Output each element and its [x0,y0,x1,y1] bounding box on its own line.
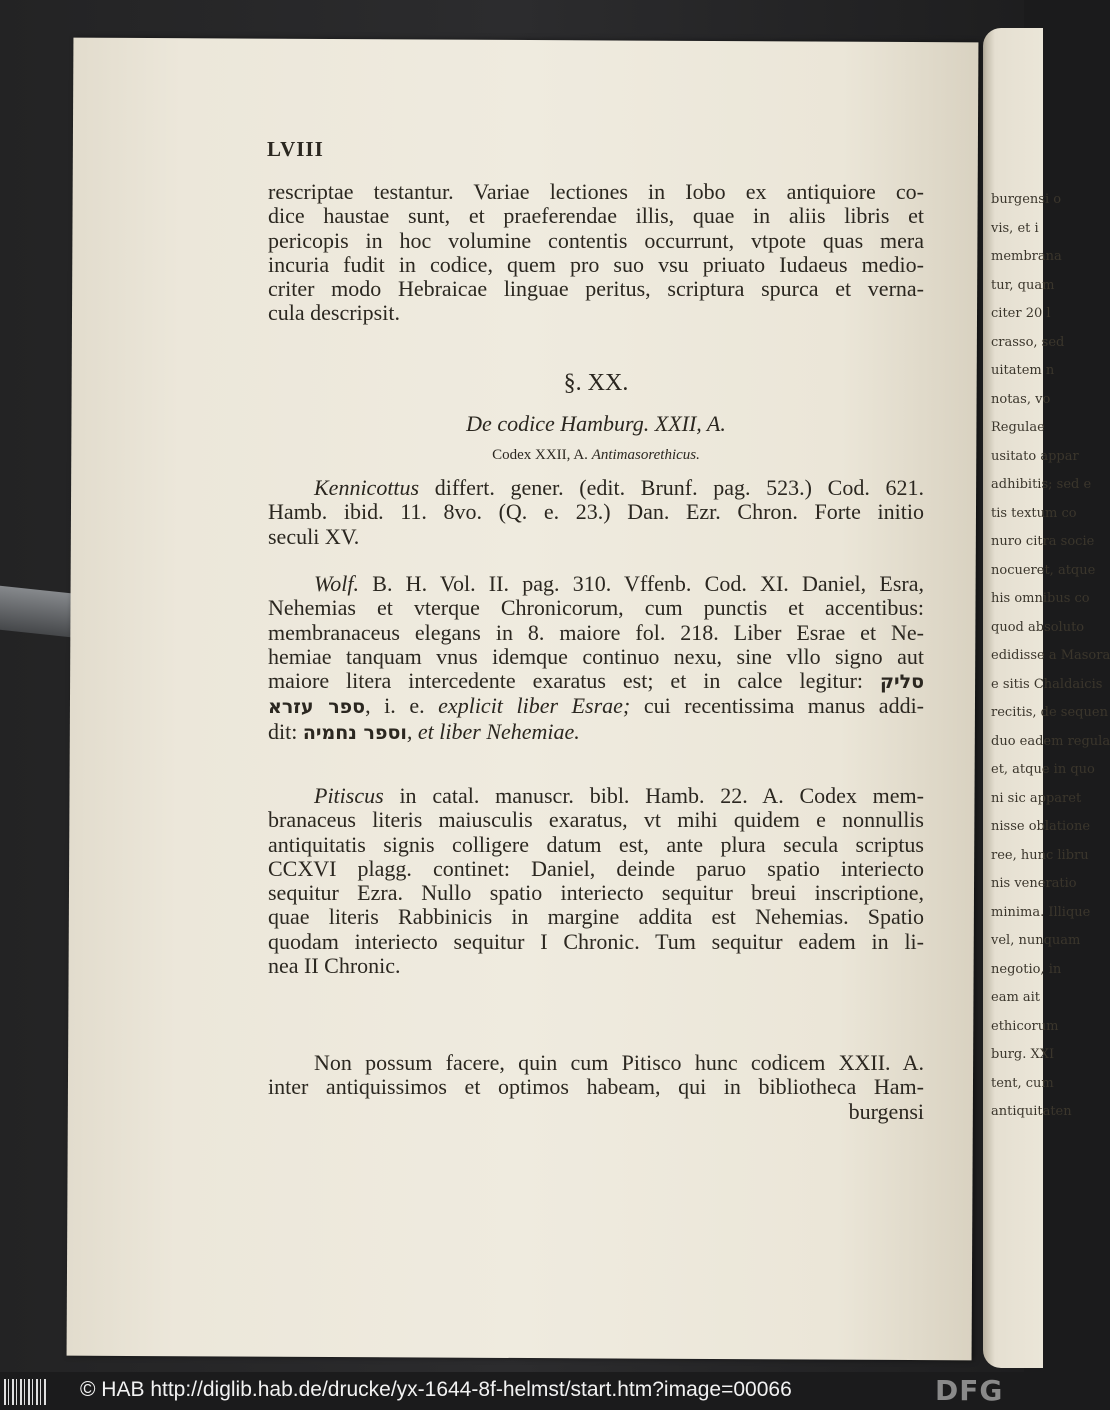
next-page-fragment: ni sic apparet [991,790,1082,806]
next-page-fragment: antiquitaten [991,1104,1072,1119]
paragraph-pitiscus [268,784,924,978]
text-line [268,720,924,745]
author-name: Wolf. [314,571,360,596]
next-page-fragment: negotio, in [991,961,1062,977]
text-run: in catal. manuscr. bibl. Hamb. 22. A. Codex mem- [383,783,924,808]
next-page-fragment: membrana [991,249,1062,264]
author-name: Kennicottus [314,475,420,500]
text-line: Nehemias et vterque Chronicorum, cum punctis et accentibus: [268,595,924,621]
next-page-fragment: notas, vo [991,391,1051,407]
text-line: seculi XV. [268,523,360,549]
next-page-fragment: tur, quam [991,277,1055,293]
next-page-edge [983,28,1110,1368]
page-clip [0,586,80,638]
next-page-fragment: uitatem n [991,363,1055,378]
text-line: inter antiquissimos et optimos habeam, qui in bibliotheca Ham- [268,1074,924,1100]
page-number: LVIII [267,137,324,161]
text-line: rescriptae testantur. Variae lectiones in Iobo ex antiquiore co- [268,179,924,204]
next-page-fragment: Regulae [991,420,1045,435]
text-run: maiore litera intercedente exaratus est; et in calce legitur: [268,668,864,694]
next-page-fragment: tent, cum [991,1075,1054,1091]
next-page-fragment: his omnibus co [991,591,1090,606]
subtitle-italic: Antimasorethicus. [591,447,700,463]
next-page-fragment: edidisse a Masora [991,648,1110,663]
section-subtitle [268,447,924,464]
text-line: quae literis Rabbinicis in margine addita est Nehemias. Spatio [268,904,924,930]
text-line: Hamb. ibid. 11. 8vo. (Q. e. 23.) Dan. Ezr. Chron. Forte initio [268,499,924,525]
next-page-fragment: minima. Illique [991,904,1091,920]
catchword: burgensi [848,1098,924,1124]
text-line: incuria fudit in codice, quem pro suo vsu priuato Iudaeus medio- [268,251,924,277]
text-line [268,476,924,500]
text-line [268,784,924,808]
subtitle-prefix: Codex XXII, A. [492,447,588,463]
next-page-fragment: nuro citra socie [991,534,1095,549]
next-page-fragment: adhibitis; sed e [991,477,1092,492]
next-page-fragment: vel, nunquam [991,933,1081,948]
text-run: , i. e. [365,693,439,719]
next-page-fragment: quod absoluto [991,619,1085,635]
text-line: criter modo Hebraicae linguae peritus, scriptura spurca et verna- [268,276,924,302]
next-page-fragment: citer 20 l [991,306,1051,321]
italic-run: explicit liber Esrae; [438,693,631,719]
paragraph-kennicott [268,476,924,549]
hebrew-text: ספר עזרא [268,696,366,719]
text-line: nea II Chronic. [268,953,401,979]
next-page-fragment: nocueret, atque [991,562,1096,578]
paragraph-intro [268,180,924,326]
next-page-fragment: vis, et i [991,220,1039,236]
text-line: hemiae tanquam vnus idemque continuo nexu, sine vllo signo aut [268,643,924,669]
dfg-logo: DFG [935,1374,1004,1407]
hab-logo-icon [4,1379,48,1405]
next-page-fragment: eam ait [991,990,1041,1005]
next-page-fragment: burg. XXI [991,1047,1055,1062]
text-line: Non possum facere, quin cum Pitisco hunc codicem XXII. A. [314,1050,924,1075]
next-page-fragment: ree, hunc libru [991,847,1089,863]
text-line: sequitur Ezra. Nullo spatio interiecto sequitur breui inscriptione, [268,880,924,906]
next-page-fragment: burgensi o [991,192,1062,207]
paragraph-wolf [268,572,924,745]
text-line: CCXVI plagg. continet: Daniel, deinde paruo spatio interiecto [268,855,924,881]
paragraph-final [268,1051,924,1124]
text-run: differt. gener. (edit. Brunf. pag. 523.) Cod. 621. [419,475,924,500]
italic-run: , et liber Nehemiae. [406,718,580,744]
author-name: Pitiscus [314,783,384,808]
next-page-fragment: e sitis Chaldaicis [991,676,1103,692]
text-run: B. H. Vol. II. pag. 310. Vffenb. Cod. XI. Daniel, Esra, [359,571,924,596]
next-page-fragment: recitis, de sequen [991,705,1108,720]
text-line: dice haustae sunt, et praeferendae illis, quae in aliis libris et [268,203,924,229]
hebrew-text: סליק [880,671,924,694]
copyright-link[interactable]: © HAB http://diglib.hab.de/drucke/yx-1644-8f-helmst/start.htm?image=00066 [80,1378,792,1401]
next-page-fragment: nis veneratio [991,876,1077,891]
text-line: quodam interiecto sequitur I Chronic. Tum sequitur eadem in li- [268,928,924,954]
text-line [268,694,924,719]
section-number: §. XX. [563,370,629,396]
next-page-fragment: duo eadem regula [991,733,1110,749]
next-page-fragment: crasso, sed [991,334,1065,350]
hebrew-text: וספר נחמיה [302,721,407,744]
section-title: De codice Hamburg. XXII, A. [466,411,726,436]
text-line: cula descripsit. [268,300,400,326]
next-page-fragment: et, atque in quo [991,762,1095,777]
text-line: membranaceus elegans in 8. maiore fol. 218. Liber Esrae et Ne- [268,619,924,645]
text-line [268,669,924,694]
next-page-fragment: tis textum co [991,505,1077,521]
next-page-fragment: usitato appar [991,448,1079,464]
text-line: pericopis in hoc volumine contentis occurrunt, vtpote quas mera [268,227,924,253]
text-line [268,572,924,596]
text-run: dit: [268,718,303,744]
text-run: cui recentissima manus addi- [630,693,925,719]
text-line: branaceus literis maiusculis exaratus, vt mihi quidem e nonnullis [268,807,924,833]
text-line: antiquitatis signis colligere datum est, ante plura secula scriptus [268,831,924,857]
next-page-fragment: nisse oblatione [991,819,1091,834]
next-page-fragment: ethicorum [991,1018,1059,1034]
